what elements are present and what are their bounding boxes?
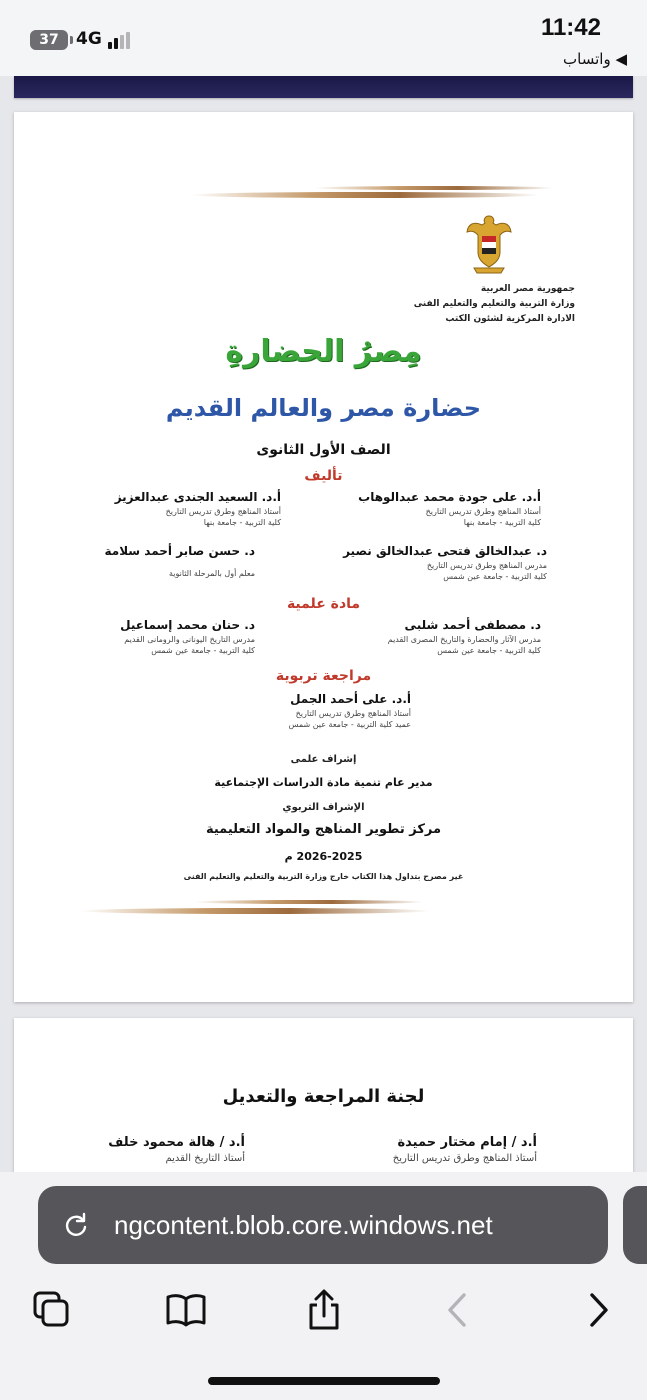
author-desc: كلية التربية - جامعة عين شمس xyxy=(443,572,547,581)
back-to-app-link[interactable]: ◀ واتساب xyxy=(563,50,627,68)
reviewer-card xyxy=(289,690,411,730)
next-tab-preview[interactable] xyxy=(623,1186,647,1264)
member-name: أ.د / هالة محمود خلف xyxy=(108,1135,245,1150)
eagle-emblem-icon xyxy=(464,212,514,274)
reviewer-desc: أستاذ المناهج وطرق تدريس التاريخ xyxy=(295,709,411,718)
decorative-swoosh-top xyxy=(190,192,540,198)
copyright-notice: غير مصرح بتداول هذا الكتاب خارج وزارة التربية والتعليم والتعليم الفنى xyxy=(183,872,464,881)
decorative-swoosh-bottom xyxy=(80,908,430,914)
scientist-desc: كلية التربية - جامعة عين شمس xyxy=(151,646,255,655)
edu-supervision-value: مركز تطوير المناهج والمواد التعليمية xyxy=(205,822,442,837)
author-card xyxy=(115,488,281,528)
supervision-label: إشراف علمى xyxy=(290,754,357,765)
committee-member xyxy=(393,1134,537,1166)
review-heading: مراجعة تربوية xyxy=(275,668,372,684)
network-label: 4G xyxy=(76,29,102,49)
author-desc: كلية التربية - جامعة بنها xyxy=(203,518,281,527)
supervision-value: مدير عام تنمية مادة الدراسات الإجتماعية xyxy=(214,776,433,789)
signal-icon xyxy=(108,31,138,49)
decorative-swoosh-bottom-2 xyxy=(194,900,424,904)
back-icon[interactable] xyxy=(436,1288,480,1332)
scientist-desc: مدرس التاريخ اليونانى والرومانى القديم xyxy=(124,635,255,644)
ministry-header xyxy=(414,282,575,327)
scientist-name: د. حنان محمد إسماعيل xyxy=(120,618,255,632)
review-committee-page xyxy=(14,1018,633,1172)
author-desc: أستاذ المناهج وطرق تدريس التاريخ xyxy=(425,507,541,516)
ministry-line: وزارة التربية والتعليم والتعليم الفنى xyxy=(413,299,575,309)
authoring-heading: تأليف xyxy=(304,468,343,484)
url-text[interactable]: ngcontent.blob.core.windows.net xyxy=(114,1210,493,1240)
scientific-card xyxy=(120,616,255,656)
author-name: أ.د. السعيد الجندى عبدالعزيز xyxy=(114,490,281,504)
author-desc: مدرس المناهج وطرق تدريس التاريخ xyxy=(426,561,547,570)
author-name: د. حسن صابر أحمد سلامة xyxy=(104,544,255,558)
scientist-name: د. مصطفى أحمد شلبى xyxy=(404,618,541,632)
committee-member xyxy=(108,1134,245,1166)
author-card xyxy=(343,542,547,582)
forward-icon[interactable] xyxy=(576,1288,620,1332)
author-card xyxy=(104,542,255,579)
browser-chrome xyxy=(0,1172,647,1400)
previous-page-edge xyxy=(14,76,633,98)
author-desc: معلم أول بالمرحلة الثانوية xyxy=(168,569,255,578)
battery-icon: 37 xyxy=(30,30,68,50)
status-bar xyxy=(0,0,647,76)
book-cover-page xyxy=(14,112,633,1002)
address-bar[interactable] xyxy=(38,1186,608,1264)
web-content[interactable] xyxy=(0,76,647,1172)
share-icon[interactable] xyxy=(302,1288,346,1332)
author-desc: كلية التربية - جامعة بنها xyxy=(463,518,541,527)
reload-icon[interactable] xyxy=(62,1211,90,1239)
ministry-line: الادارة المركزية لشئون الكتب xyxy=(445,314,575,324)
edu-supervision-label: الإشراف التربوي xyxy=(282,802,365,813)
clock: 11:42 xyxy=(540,14,601,41)
scientific-heading: مادة علمية xyxy=(286,596,361,612)
author-name: د. عبدالخالق فتحى عبدالخالق نصير xyxy=(343,544,547,558)
book-subtitle: حضارة مصر والعالم القديم xyxy=(165,394,482,422)
tabs-icon[interactable] xyxy=(30,1288,74,1332)
ministry-line: جمهورية مصر العربية xyxy=(480,284,575,294)
scientist-desc: كلية التربية - جامعة عين شمس xyxy=(437,646,541,655)
decorative-swoosh-top-2 xyxy=(314,186,554,190)
book-title: مِصرُ الحضارةِ xyxy=(225,334,422,369)
bookmarks-icon[interactable] xyxy=(164,1288,208,1332)
grade-label: الصف الأول الثانوى xyxy=(256,442,391,458)
reviewer-desc: عميد كلية التربية - جامعة عين شمس xyxy=(288,720,411,729)
author-name: أ.د. على جودة محمد عبدالوهاب xyxy=(358,490,541,504)
member-desc: أستاذ المناهج وطرق تدريس التاريخ xyxy=(392,1153,537,1164)
author-card xyxy=(358,488,541,528)
committee-title: لجنة المراجعة والتعديل xyxy=(222,1086,425,1107)
author-desc: أستاذ المناهج وطرق تدريس التاريخ xyxy=(165,507,281,516)
home-indicator[interactable] xyxy=(208,1377,440,1385)
year-label: 2026-2025 م xyxy=(284,850,363,863)
member-desc: أستاذ التاريخ القديم xyxy=(165,1153,245,1164)
reviewer-name: أ.د. على أحمد الجمل xyxy=(290,692,411,706)
scientific-card xyxy=(388,616,541,656)
scientist-desc: مدرس الآثار والحضارة والتاريخ المصرى القديم xyxy=(387,635,541,644)
member-name: أ.د / إمام مختار حميدة xyxy=(397,1135,537,1150)
